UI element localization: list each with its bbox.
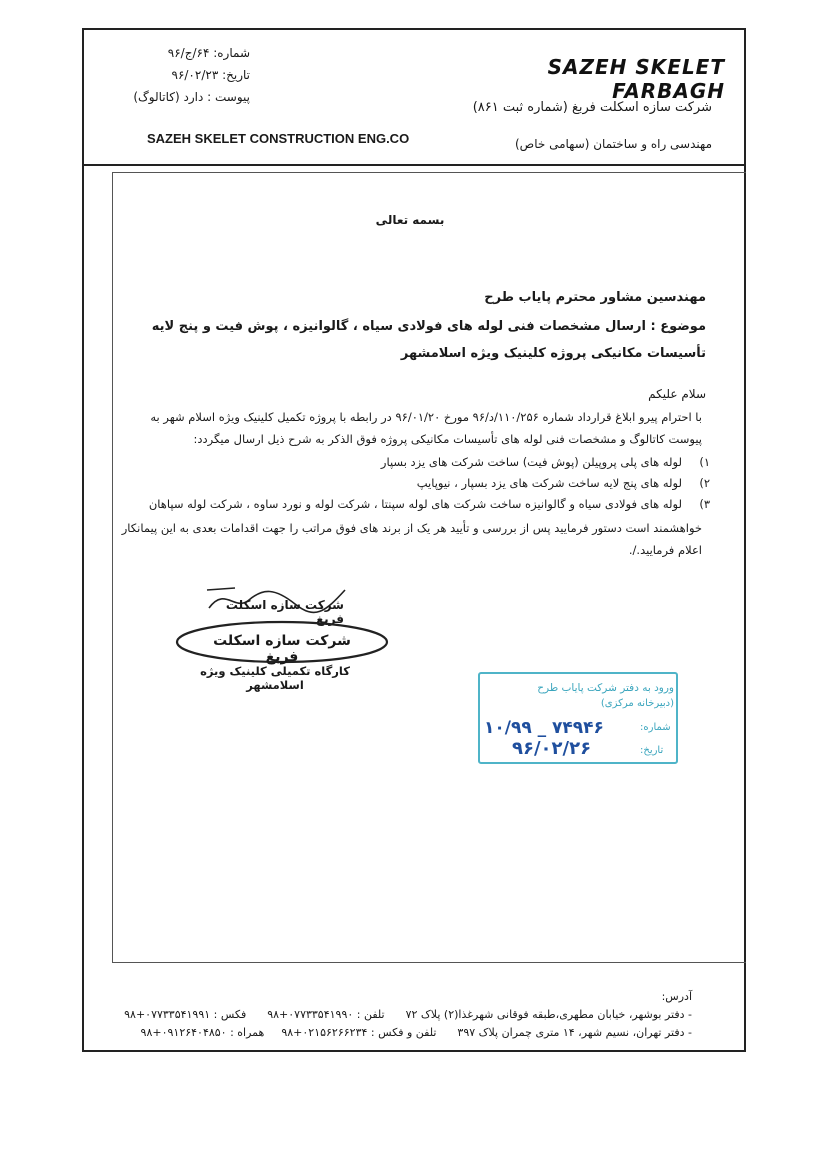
list-item-number: ۳) — [699, 497, 710, 511]
header-divider — [84, 164, 744, 166]
footer-address-tehran: - دفتر تهران، نسیم شهر، ۱۴ متری چمران پلاک ۳۹۷ — [457, 1026, 692, 1039]
list-item-text: لوله های پلی پروپیلن (پوش فیت) ساخت شرکت های یزد بسپار — [380, 455, 682, 469]
company-name-fa: شرکت سازه اسکلت فربغ (شماره ثبت ۸۶۱) — [472, 100, 712, 115]
footer-mobile-tehran: همراه : ۰۹۱۲۶۴۰۴۸۵۰+۹۸ — [140, 1026, 265, 1039]
footer-divider — [112, 962, 746, 963]
body-paragraph: با احترام پیرو ابلاغ قرارداد شماره ۱۱۰/۲۵۶/د/۹۶ مورخ ۹۶/۰۱/۲۰ در رابطه با پروژه تکمیل کلینیک ویژه اسلام شهر به پیوست کاتالوگ و مشخصات فنی لوله های تأسیسات مکانیکی پروژه فوق الذکر به شرح ذیل ارسال میگردد: — [150, 410, 702, 446]
registration-date-label: تاریخ: — [640, 745, 664, 756]
footer-row-tehran — [118, 1024, 692, 1042]
list-item-number: ۱) — [699, 455, 710, 469]
letter-meta — [100, 42, 250, 108]
footer-phone-tehran: تلفن و فکس : ۰۲۱۵۶۲۶۶۲۳۴+۹۸ — [281, 1026, 437, 1039]
greeting: سلام علیکم — [648, 387, 706, 401]
subject: موضوع : ارسال مشخصات فنی لوله های فولادی سیاه ، گالوانیزه ، پوش فیت و پنج لایه تأسیسات مکانیکی پروژه کلینیک ویژه اسلامشهر — [151, 319, 706, 361]
footer-phone-bushehr: تلفن : ۰۷۷۳۳۵۴۱۹۹۰+۹۸ — [267, 1008, 385, 1021]
list-item — [120, 452, 710, 473]
footer-label: آدرس: — [661, 990, 692, 1003]
registration-number-label: شماره: — [640, 722, 671, 733]
header-inner-divider — [112, 172, 746, 173]
margin-line — [112, 172, 113, 962]
letter-date: تاریخ: ۹۶/۰۲/۲۳ — [171, 68, 250, 82]
list-item-text: لوله های فولادی سیاه و گالوانیزه ساخت شرکت های لوله سپنتا ، شرکت لوله و نورد ساوه ، شرکت لوله سپاهان — [148, 497, 682, 511]
company-name-en: SAZEH SKELET FARBAGH — [547, 55, 725, 103]
registration-stamp-subtitle: (دبیرخانه مرکزی) — [600, 698, 674, 709]
seal-subtitle: کارگاه تکمیلی کلینیک ویژه اسلامشهر — [200, 664, 350, 692]
list-item-text: لوله های پنج لایه ساخت شرکت های یزد بسپار ، نیوپایپ — [416, 476, 682, 490]
company-name-en-secondary: SAZEH SKELET CONSTRUCTION ENG.CO — [147, 131, 410, 146]
letter-number: شماره: ۶۴/ج/۹۶ — [167, 46, 250, 60]
list-item — [120, 473, 710, 494]
footer — [118, 988, 692, 1042]
list-item — [120, 494, 710, 515]
letter-attachment: پیوست : دارد (کاتالوگ) — [133, 90, 250, 104]
signature-company: شرکت سازه اسکلت فربغ — [225, 598, 344, 626]
registration-date: ۹۶/۰۲/۲۶ — [512, 738, 592, 759]
seal-title: شرکت سازه اسکلت فربغ — [213, 633, 351, 665]
registration-number: ۱۰/۹۹ _ ۷۴۹۴۶ — [484, 718, 604, 738]
invocation: بسمه تعالی — [375, 213, 445, 227]
addressee: مهندسین مشاور محترم پایاب طرح — [484, 290, 706, 305]
footer-fax-bushehr: فکس : ۰۷۷۳۳۵۴۱۹۹۱+۹۸ — [124, 1008, 247, 1021]
footer-row-bushehr — [118, 1006, 692, 1024]
registration-stamp-title: ورود به دفتر شرکت پایاب طرح — [537, 682, 674, 694]
list-item-number: ۲) — [699, 476, 710, 490]
items-list — [120, 452, 710, 515]
footer-address-bushehr: - دفتر بوشهر، خیابان مطهری،طبقه فوقانی شهرغذا(۲) پلاک ۷۲ — [405, 1008, 692, 1021]
closing-paragraph: خواهشمند است دستور فرمایید پس از بررسی و تأیید هر یک از برند های فوق مراتب را جهت اقدامات بعدی به این پیمانکار اعلام فرمایید./. — [121, 521, 702, 557]
company-subtitle: مهندسی راه و ساختمان (سهامی خاص) — [515, 137, 712, 151]
